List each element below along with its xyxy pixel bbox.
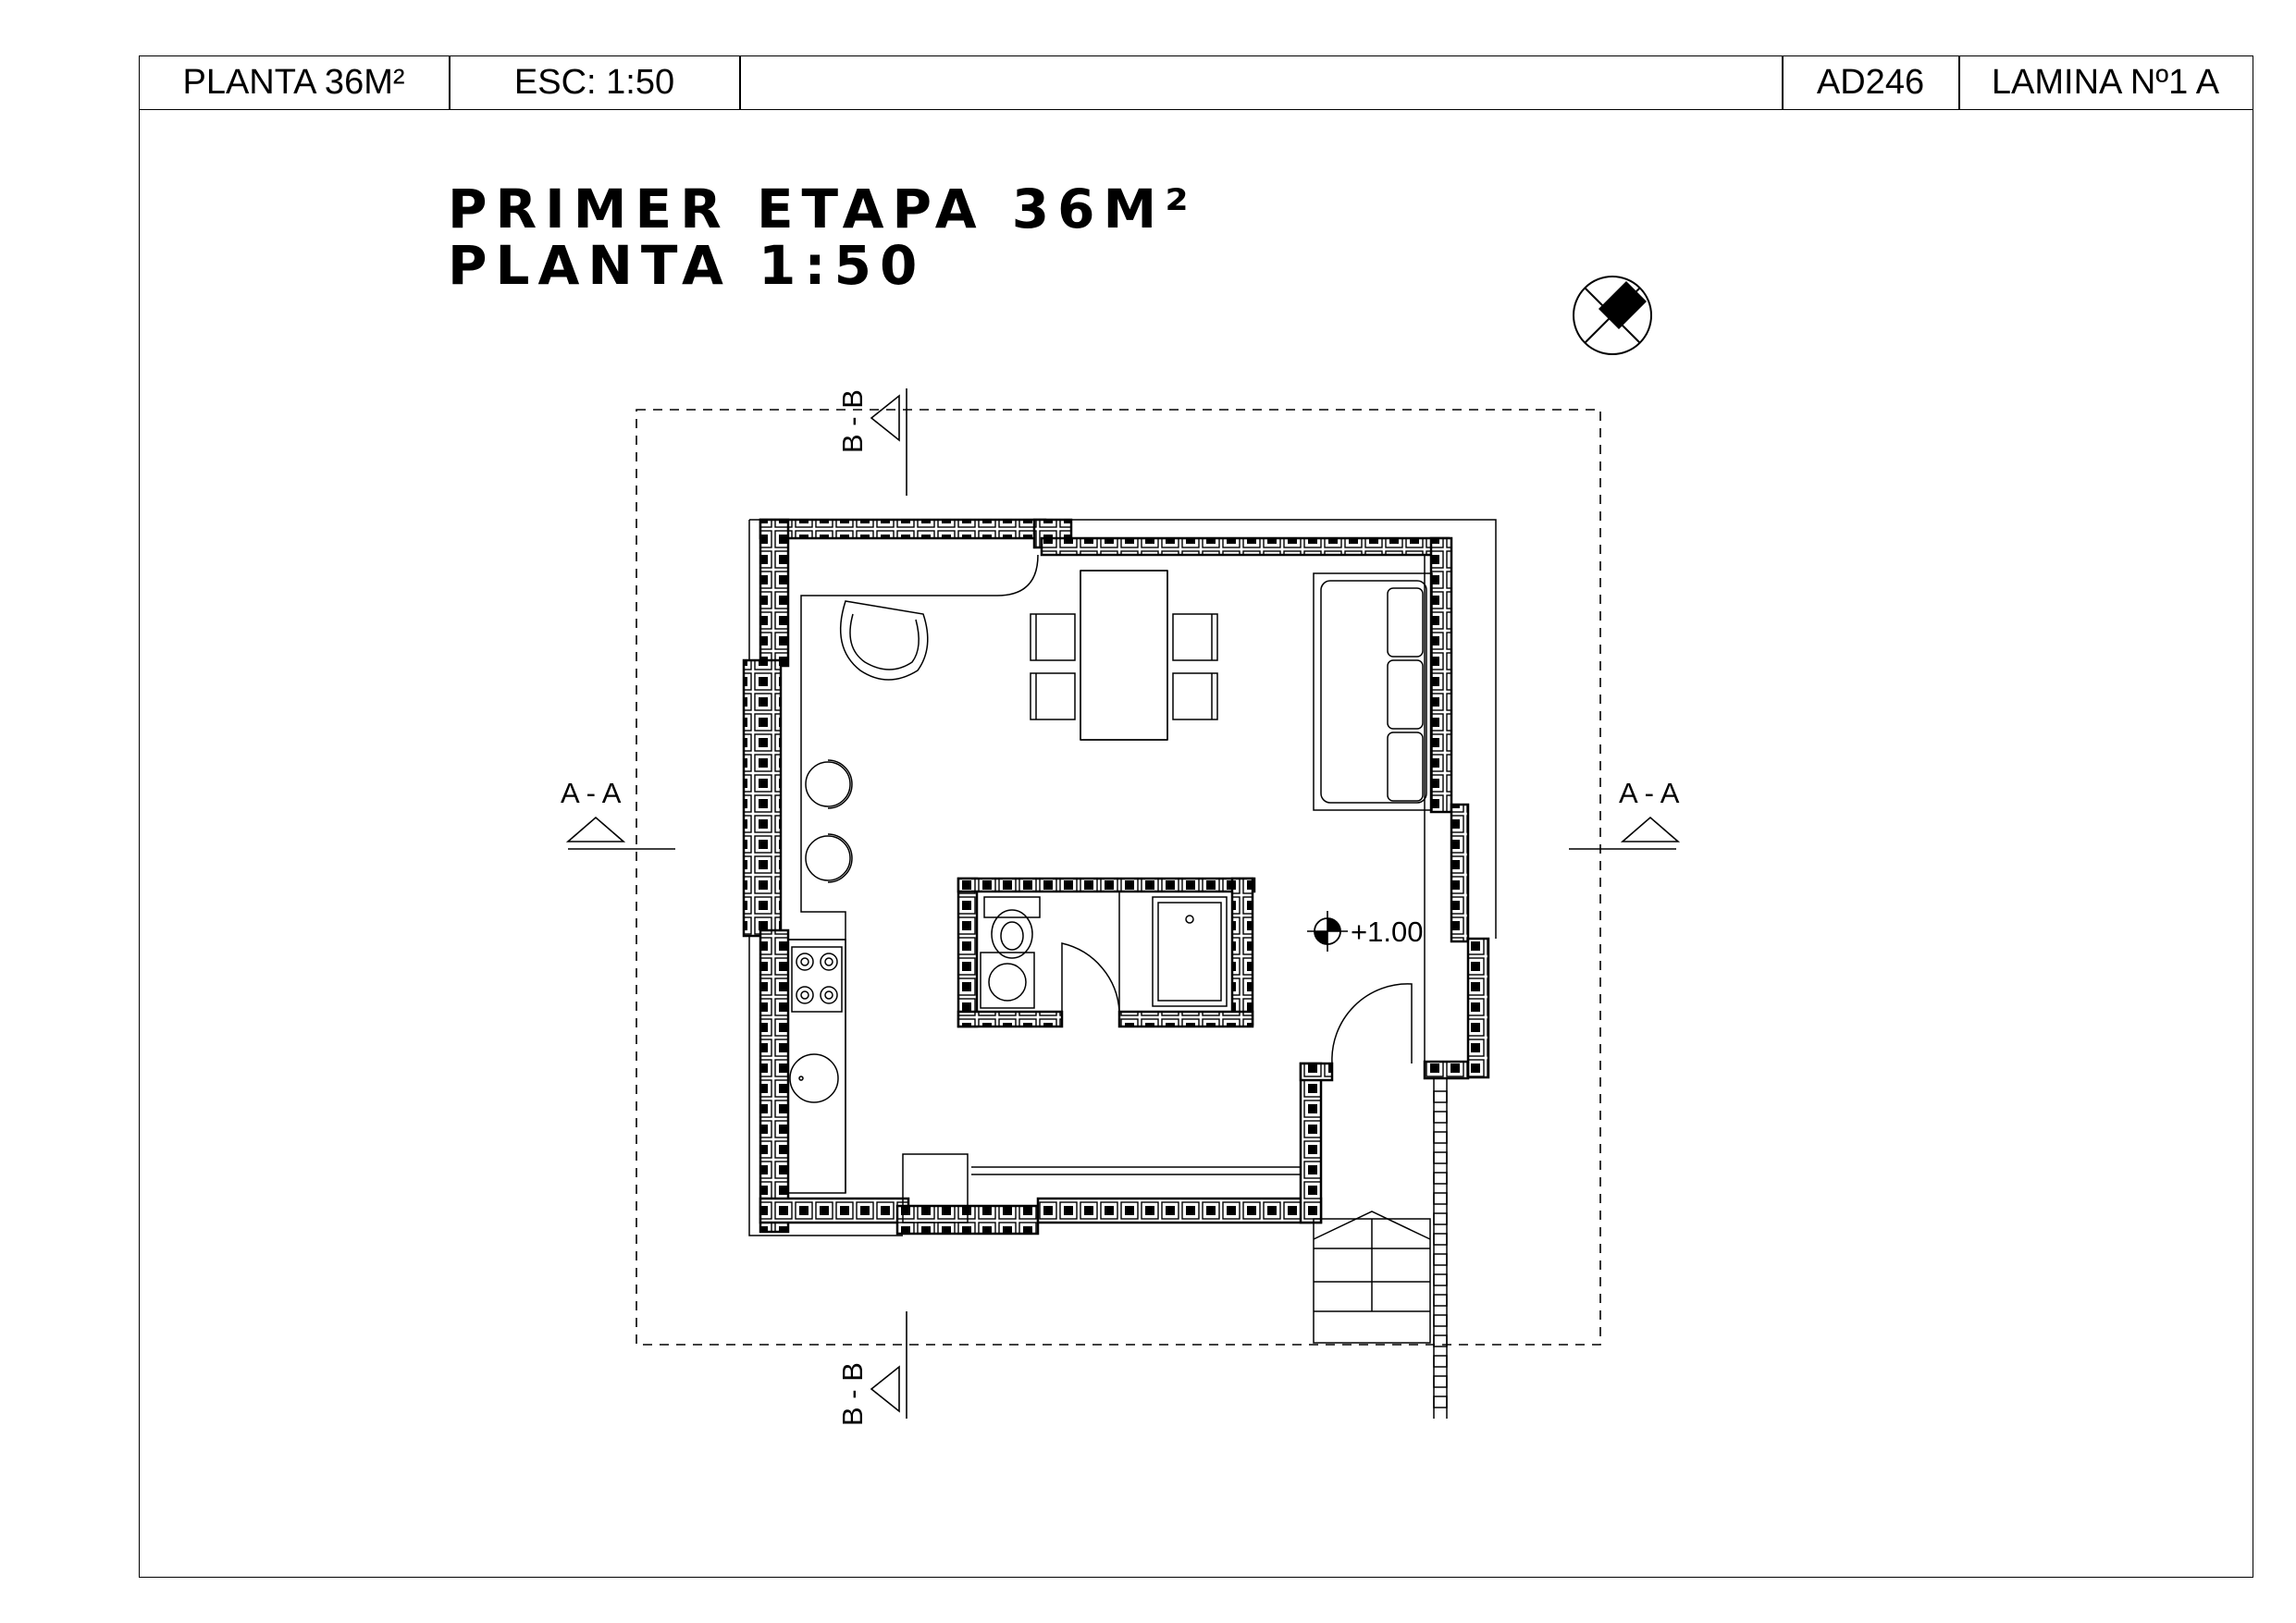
sofa [1314,573,1432,810]
dining-set [1031,571,1217,740]
section-arrow-icon [871,1311,907,1419]
level-marker-icon [1307,911,1348,952]
sheet-number: LAMINA Nº1 A [1991,63,2220,102]
railing [1434,1078,1447,1419]
section-aa-left-label: A - A [561,777,622,809]
drawing-title-line1: PRIMER ETAPA 36M² [448,178,1197,240]
north-arrow-icon [1574,277,1651,354]
stairs [1314,1211,1430,1343]
bar-stools [806,760,852,882]
armchair [841,601,928,680]
drawing-code: AD246 [1816,63,1925,102]
section-arrow-icon [568,818,675,849]
entry-door [1332,984,1412,1064]
level-marker-label: +1.00 [1351,916,1424,948]
interior-lines [788,555,1425,1193]
section-aa-right-label: A - A [1619,777,1680,809]
bathroom [958,879,1254,1027]
section-bb-top-label: B - B [836,389,869,453]
kitchen [788,940,968,1223]
section-arrow-icon [871,388,907,496]
section-arrow-icon [1569,818,1678,849]
section-bb-bottom-label: B - B [836,1362,869,1426]
drawing-title-line2: PLANTA 1:50 [448,234,926,297]
exterior-walls [744,520,1488,1234]
plan-name: PLANTA 36M² [182,63,405,102]
scale-label: ESC: 1:50 [513,63,675,102]
